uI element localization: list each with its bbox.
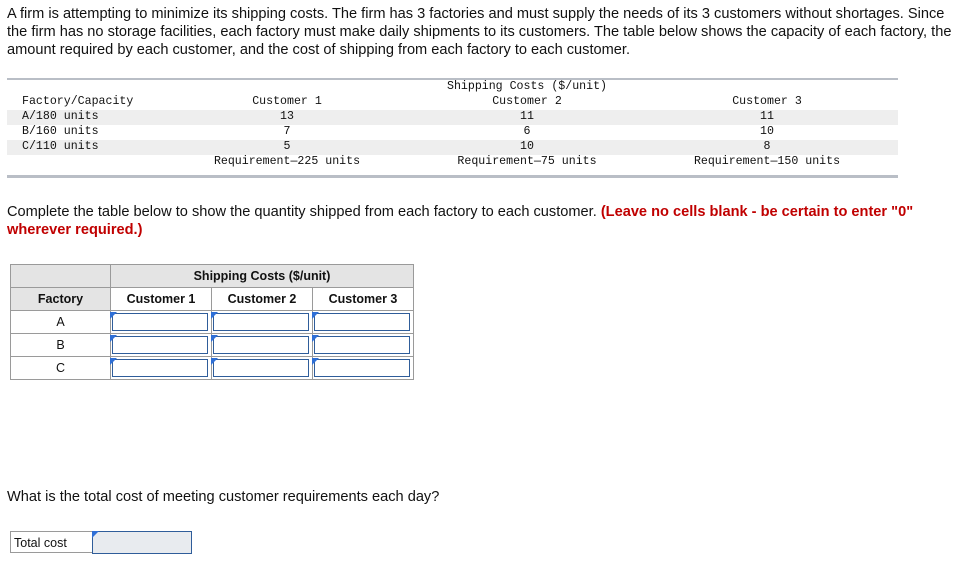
answer-table — [10, 264, 414, 380]
given-data-table — [7, 78, 898, 178]
quantity-b-c3-input[interactable] — [314, 336, 410, 354]
answer-cell — [111, 357, 212, 380]
requirement-customer-2: Requirement—75 units — [457, 155, 597, 168]
answer-corner-cell — [11, 265, 111, 288]
cost-b-c2: 6 — [523, 125, 531, 138]
total-cost-question: What is the total cost of meeting customer requirements each day? — [7, 489, 440, 505]
requirement-customer-3: Requirement—150 units — [693, 155, 841, 168]
cost-a-c3: 11 — [760, 110, 774, 123]
quantity-c-c1-input[interactable] — [112, 359, 208, 377]
requirement-customer-1: Requirement—225 units — [213, 155, 361, 168]
quantity-a-c1-input[interactable] — [112, 313, 208, 331]
cost-c-c1: 5 — [283, 140, 291, 153]
answer-shipping-header: Shipping Costs ($/unit) — [111, 265, 414, 288]
input-marker-icon — [312, 335, 319, 342]
input-marker-icon — [211, 312, 218, 319]
answer-customer-3-header: Customer 3 — [313, 288, 414, 311]
answer-cell — [111, 334, 212, 357]
answer-cell — [313, 357, 414, 380]
answer-cell — [313, 311, 414, 334]
total-cost-label: Total cost — [10, 531, 92, 553]
answer-cell — [212, 311, 313, 334]
answer-cell — [111, 311, 212, 334]
input-marker-icon — [312, 312, 319, 319]
cost-c-c3: 8 — [763, 140, 771, 153]
customer-1-header: Customer 1 — [252, 95, 322, 108]
answer-customer-1-header: Customer 1 — [111, 288, 212, 311]
shipping-costs-header: Shipping Costs ($/unit) — [446, 80, 608, 93]
input-marker-icon — [110, 358, 117, 365]
answer-cell — [212, 357, 313, 380]
quantity-b-c2-input[interactable] — [213, 336, 309, 354]
factory-a-capacity: A/180 units — [22, 110, 99, 123]
instruction-text: Complete the table below to show the quantity shipped from each factory to each customer. — [7, 204, 601, 220]
table-bottom-rule — [7, 175, 898, 178]
answer-cell — [313, 334, 414, 357]
answer-factory-a: A — [11, 311, 111, 334]
answer-cell — [212, 334, 313, 357]
answer-factory-b: B — [11, 334, 111, 357]
factory-b-capacity: B/160 units — [22, 125, 99, 138]
quantity-b-c1-input[interactable] — [112, 336, 208, 354]
total-cost-input[interactable] — [92, 531, 192, 554]
customer-3-header: Customer 3 — [732, 95, 802, 108]
cost-a-c2: 11 — [520, 110, 534, 123]
answer-factory-c: C — [11, 357, 111, 380]
input-marker-icon — [211, 358, 218, 365]
cost-b-c1: 7 — [283, 125, 291, 138]
input-marker-icon — [312, 358, 319, 365]
answer-customer-2-header: Customer 2 — [212, 288, 313, 311]
quantity-c-c3-input[interactable] — [314, 359, 410, 377]
quantity-a-c2-input[interactable] — [213, 313, 309, 331]
customer-2-header: Customer 2 — [492, 95, 562, 108]
problem-intro: A firm is attempting to minimize its shipping costs. The firm has 3 factories and must supply the needs of its 3 customers without shortages. Since the firm has no storage facilities, each factory must make daily shipments to its customers. The table below shows the capacity of each factory, the amount required by each customer, and the cost of shipping from each factory to each customer. — [7, 6, 952, 58]
input-marker-icon — [211, 335, 218, 342]
quantity-c-c2-input[interactable] — [213, 359, 309, 377]
total-cost-row — [10, 531, 192, 554]
input-marker-icon — [110, 335, 117, 342]
instruction — [7, 203, 962, 239]
input-marker-icon — [92, 531, 99, 538]
factory-c-capacity: C/110 units — [22, 140, 99, 153]
factory-capacity-header: Factory/Capacity — [22, 95, 134, 108]
cost-b-c3: 10 — [760, 125, 774, 138]
cost-a-c1: 13 — [280, 110, 294, 123]
quantity-a-c3-input[interactable] — [314, 313, 410, 331]
cost-c-c2: 10 — [520, 140, 534, 153]
answer-factory-header: Factory — [11, 288, 111, 311]
input-marker-icon — [110, 312, 117, 319]
instruction-emphasis: (Leave no cells blank - be certain to enter "0" wherever required.) — [7, 204, 914, 238]
